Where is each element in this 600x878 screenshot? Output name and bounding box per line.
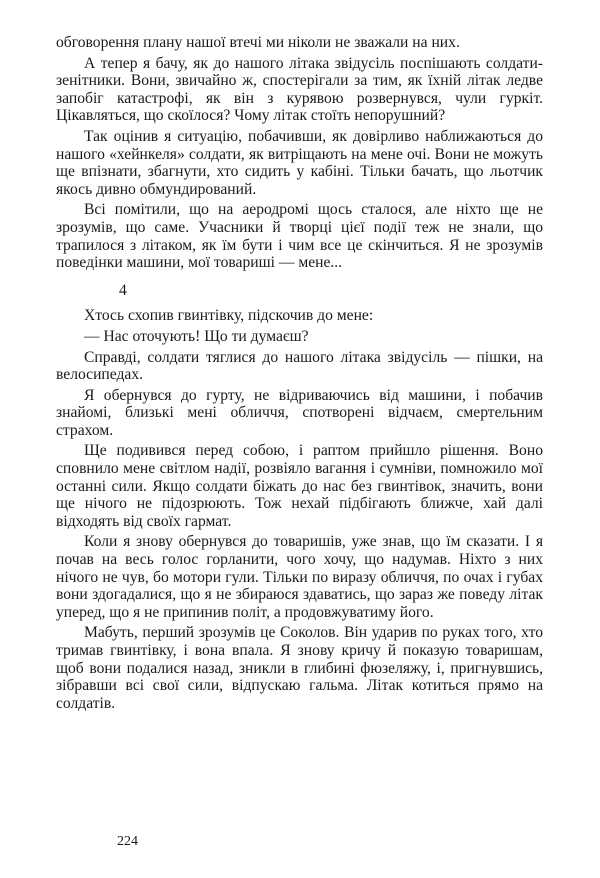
paragraph: А тепер я бачу, як до нашого літака звідусіль поспішають солдати-зенітники. Вони, звичайно ж, спостерігали за тим, як їхній літак ледве запобіг катастрофі, як він з курявою розвернувся, чули гуркіт. Цікавляться, що скоїлося? Чому літак стоїть непорушний? [56,54,543,125]
paragraph: Справді, солдати тяглися до нашого літака звідусіль — пішки, на велосипедах. [56,348,543,384]
page-number: 224 [117,834,138,849]
paragraph: Коли я знову обернувся до товаришів, уже знав, що їм сказати. І я почав на весь голос горланити, чого хочу, що надумав. Ніхто з них нічого не чув, бо мотори гули. Тільки по виразу обличчя, по очах і губах вони здогадалися, що я не збираюся здаватись, що зараз же поведу літак уперед, що я не припинив політ, а продовжуватиму його. [56,533,543,621]
text-block-after-section [56,307,543,712]
paragraph: Так оцінив я ситуацію, побачивши, як довірливо наближаються до нашого «хейнкеля» солдати, як витріщають на мене очі. Вони не можуть ще впізнати, збагнути, хто сидить у кабіні. Тільки бачать, що льотчик якось дивно обмундирований. [56,127,543,198]
section-number: 4 [119,281,127,299]
paragraph: Всі помітили, що на аеродромі щось сталося, але ніхто ще не зрозумів, що саме. Учасники й творці цієї події теж не знали, що трапилося з літаком, як їм бути і чим все це скінчиться. Я не зрозумів поведінки машини, мої товариші — мене... [56,201,543,272]
page-body [56,34,543,712]
paragraph: — Нас оточують! Що ти думаєш? [84,327,309,345]
text-block-before-section [56,34,543,272]
paragraph: обговорення плану нашої втечі ми ніколи не зважали на них. [56,34,460,51]
paragraph: Хтось схопив гвинтівку, підскочив до мене: [84,307,374,325]
paragraph: Ще подивився перед собою, і раптом прийшло рішення. Воно сповнило мене світлом надії, розвіяло вагання і сумніви, помножило мої останні сили. Якщо солдати біжать до нас без гвинтівок, значить, вони ще нічого не підозрюють. Тож нехай підбігають ближче, хай далі відходять від своїх гармат. [56,442,543,530]
paragraph: Я обернувся до гурту, не відриваючись від машини, і побачив знайомі, близькі мені обличчя, спотворені відчаєм, смертельним страхом. [56,386,543,439]
paragraph: Мабуть, перший зрозумів це Соколов. Він ударив по руках того, хто тримав гвинтівку, і вона впала. Я знову кричу й показую товаришам, щоб вони подалися назад, зникли в глибині фюзеляжу, і, пригнувшись, зібравши всі свої сили, відпускаю гальма. Літак котиться прямо на солдатів. [56,624,543,712]
